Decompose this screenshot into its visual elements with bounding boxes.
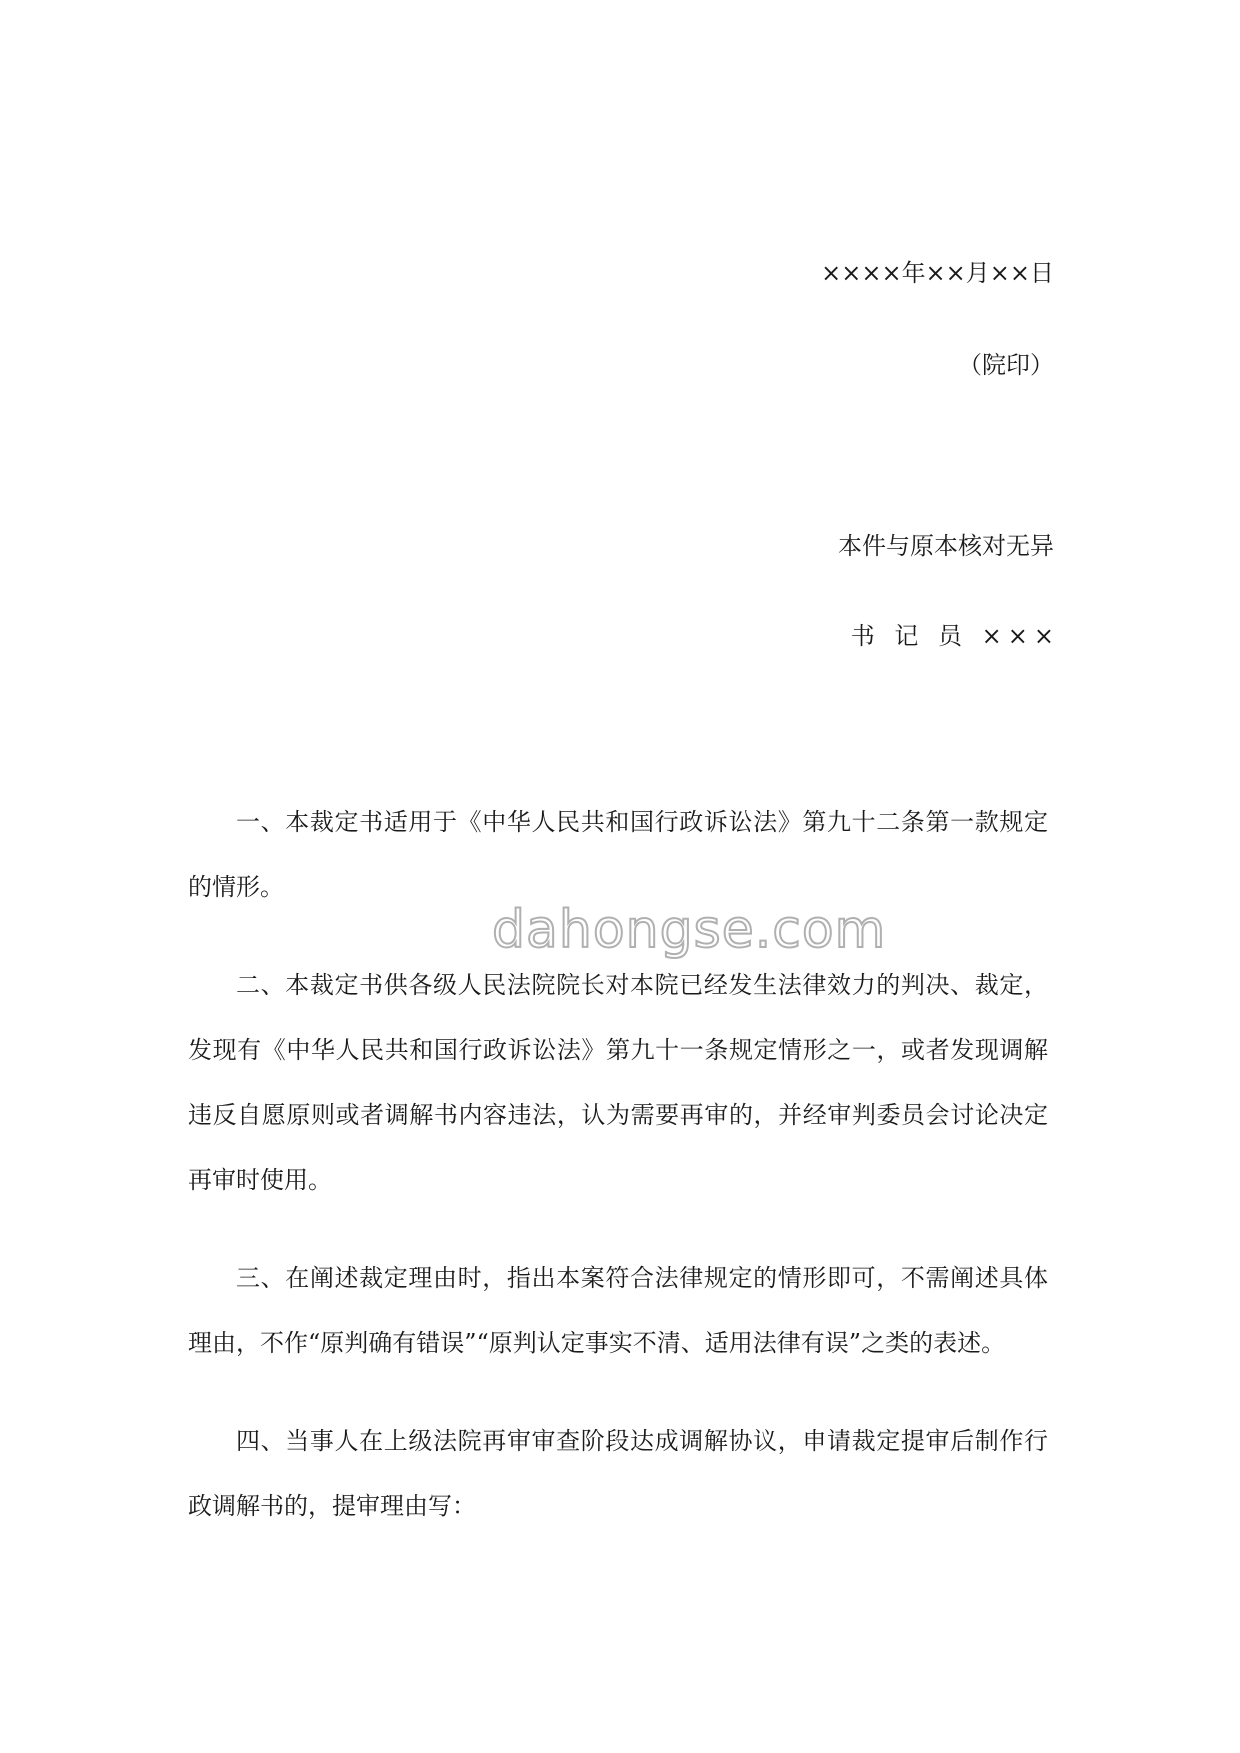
verification-statement: 本件与原本核对无异	[838, 532, 1054, 560]
note-3: 三、在阐述裁定理由时，指出本案符合法律规定的情形即可，不需阐述具体理由，不作“原判确有错误”“原判认定事实不清、适用法律有误”之类的表述。	[188, 1264, 1048, 1357]
site-watermark: dahongse.com	[492, 900, 887, 960]
note-2: 二、本裁定书供各级人民法院院长对本院已经发生法律效力的判决、裁定，发现有《中华人民共和国行政诉讼法》第九十一条规定情形之一，或者发现调解违反自愿原则或者调解书内容违法，认为需要再审的，并经审判委员会讨论决定再审时使用。	[188, 971, 1048, 1194]
court-seal-label: （院印）	[958, 351, 1054, 379]
clerk-signature: 书 记 员 ×××	[850, 622, 1060, 650]
usage-notes	[188, 790, 1048, 1572]
date-line: ××××年××月××日	[821, 259, 1054, 287]
note-4: 四、当事人在上级法院再审审查阶段达成调解协议，申请裁定提审后制作行政调解书的，提审理由写：	[188, 1427, 1048, 1520]
note-1: 一、本裁定书适用于《中华人民共和国行政诉讼法》第九十二条第一款规定的情形。	[188, 808, 1048, 901]
